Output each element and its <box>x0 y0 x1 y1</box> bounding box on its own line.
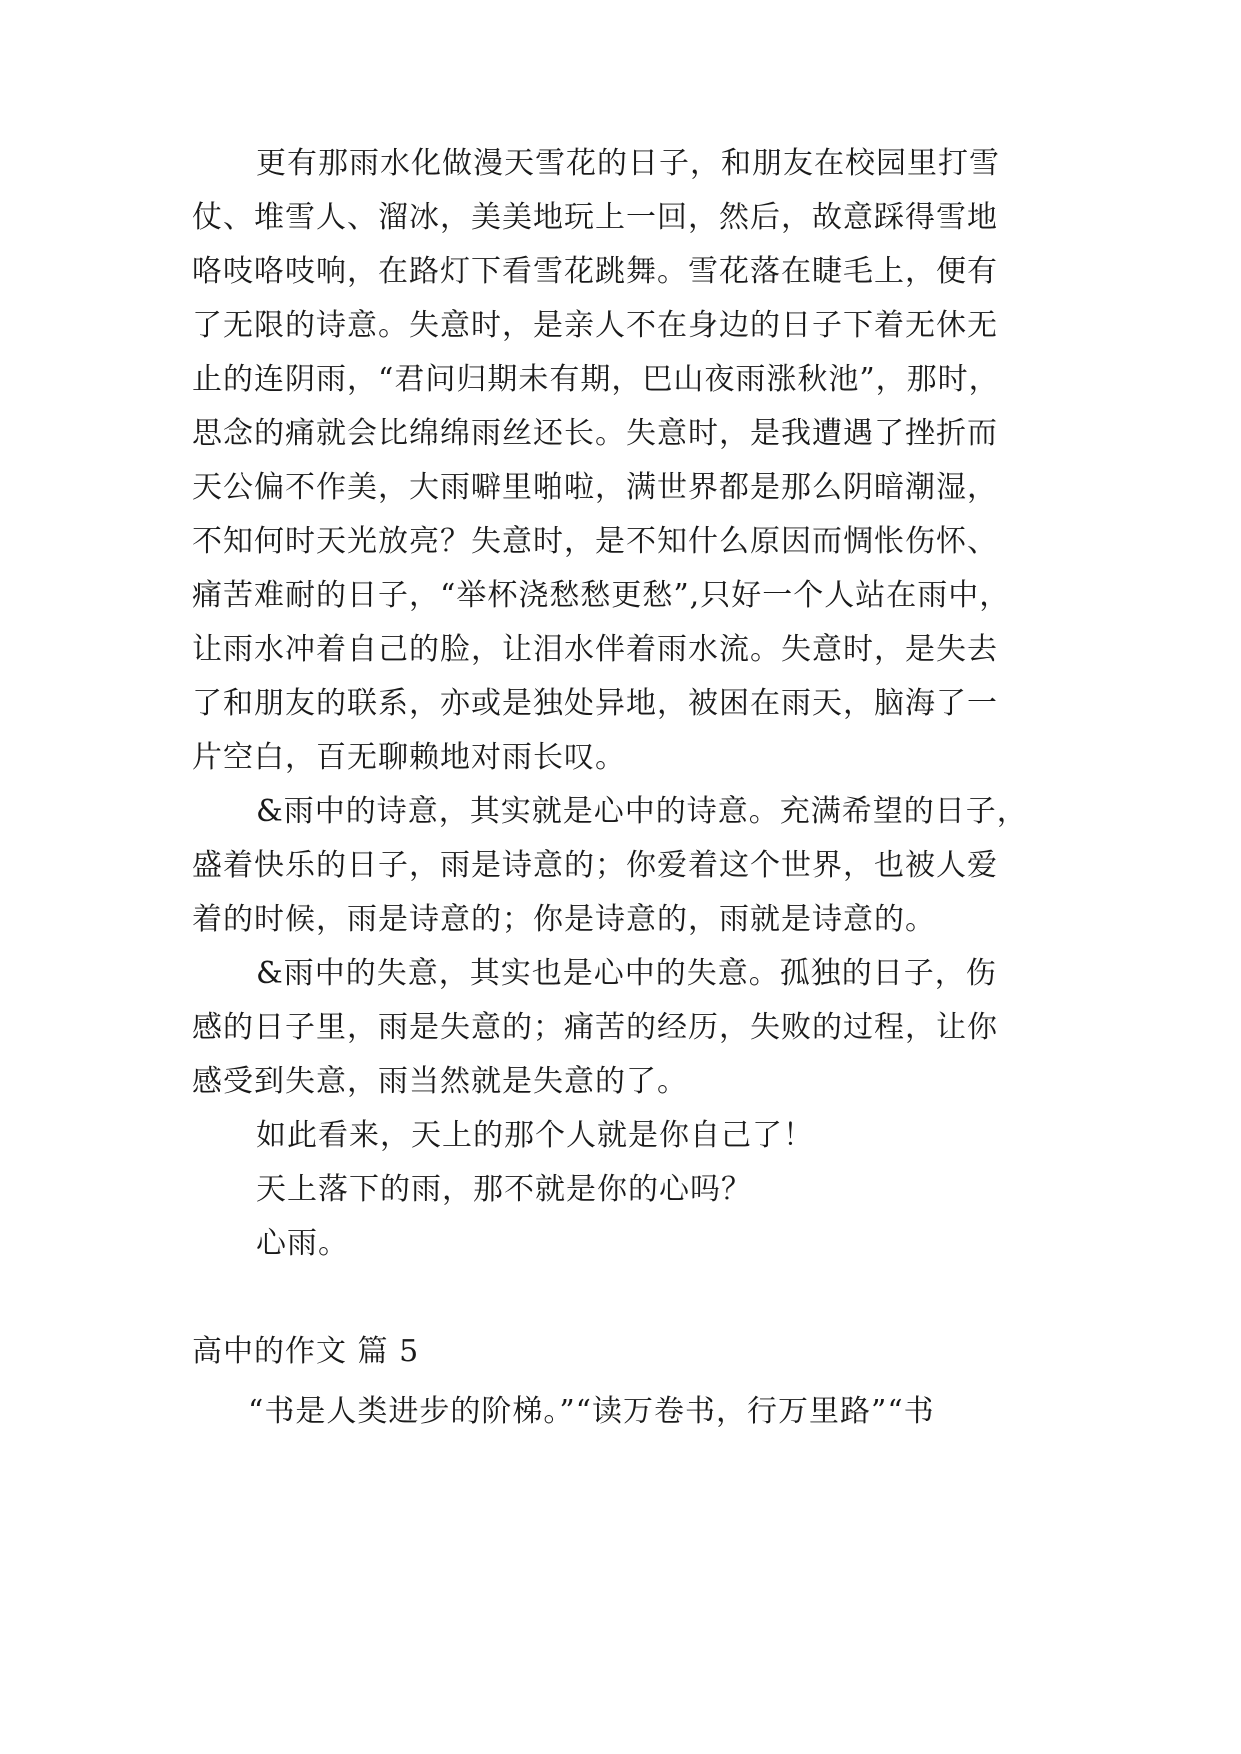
paragraph-line: 盛着快乐的日子，雨是诗意的；你爱着这个世界，也被人爱 <box>192 848 998 883</box>
paragraph-line: 片空白，百无聊赖地对雨长叹。 <box>192 740 626 775</box>
paragraph-line: &雨中的失意，其实也是心中的失意。孤独的日子，伤 <box>256 956 997 991</box>
paragraph-line: 天上落下的雨，那不就是你的心吗？ <box>256 1172 752 1207</box>
paragraph-line: 咯吱咯吱响，在路灯下看雪花跳舞。雪花落在睫毛上，便有 <box>192 254 998 289</box>
paragraph-line: 感的日子里，雨是失意的；痛苦的经历，失败的过程，让你 <box>192 1010 998 1045</box>
paragraph-line: 感受到失意，雨当然就是失意的了。 <box>192 1064 688 1099</box>
paragraph-line: 不知何时天光放亮？失意时，是不知什么原因而惆怅伤怀、 <box>192 524 998 559</box>
paragraph-line: 止的连阴雨，“君问归期未有期，巴山夜雨涨秋池”，那时， <box>192 362 1000 397</box>
paragraph-line: 让雨水冲着自己的脸，让泪水伴着雨水流。失意时，是失去 <box>192 632 998 667</box>
paragraph-line: &雨中的诗意，其实就是心中的诗意。充满希望的日子， <box>256 794 1028 829</box>
paragraph-line: 思念的痛就会比绵绵雨丝还长。失意时，是我遭遇了挫折而 <box>192 416 998 451</box>
paragraph-line: 了和朋友的联系，亦或是独处异地，被困在雨天，脑海了一 <box>192 686 998 721</box>
paragraph-line: 着的时候，雨是诗意的；你是诗意的，雨就是诗意的。 <box>192 902 936 937</box>
paragraph-line: 痛苦难耐的日子，“举杯浇愁愁更愁”,只好一个人站在雨中， <box>192 578 1011 613</box>
paragraph-line: 更有那雨水化做漫天雪花的日子，和朋友在校园里打雪 <box>256 146 1000 181</box>
paragraph-line: 心雨。 <box>256 1226 349 1261</box>
paragraph-line: 天公偏不作美，大雨噼里啪啦，满世界都是那么阴暗潮湿， <box>192 470 998 505</box>
section-heading: 高中的作文 篇 5 <box>192 1334 420 1369</box>
paragraph-line: 如此看来，天上的那个人就是你自己了！ <box>256 1118 814 1153</box>
paragraph-line: “书是人类进步的阶梯。”“读万卷书，行万里路”“书 <box>248 1394 935 1429</box>
paragraph-line: 了无限的诗意。失意时，是亲人不在身边的日子下着无休无 <box>192 308 998 343</box>
article-body <box>192 0 1052 1754</box>
paragraph-line: 仗、堆雪人、溜冰，美美地玩上一回，然后，故意踩得雪地 <box>192 200 998 235</box>
